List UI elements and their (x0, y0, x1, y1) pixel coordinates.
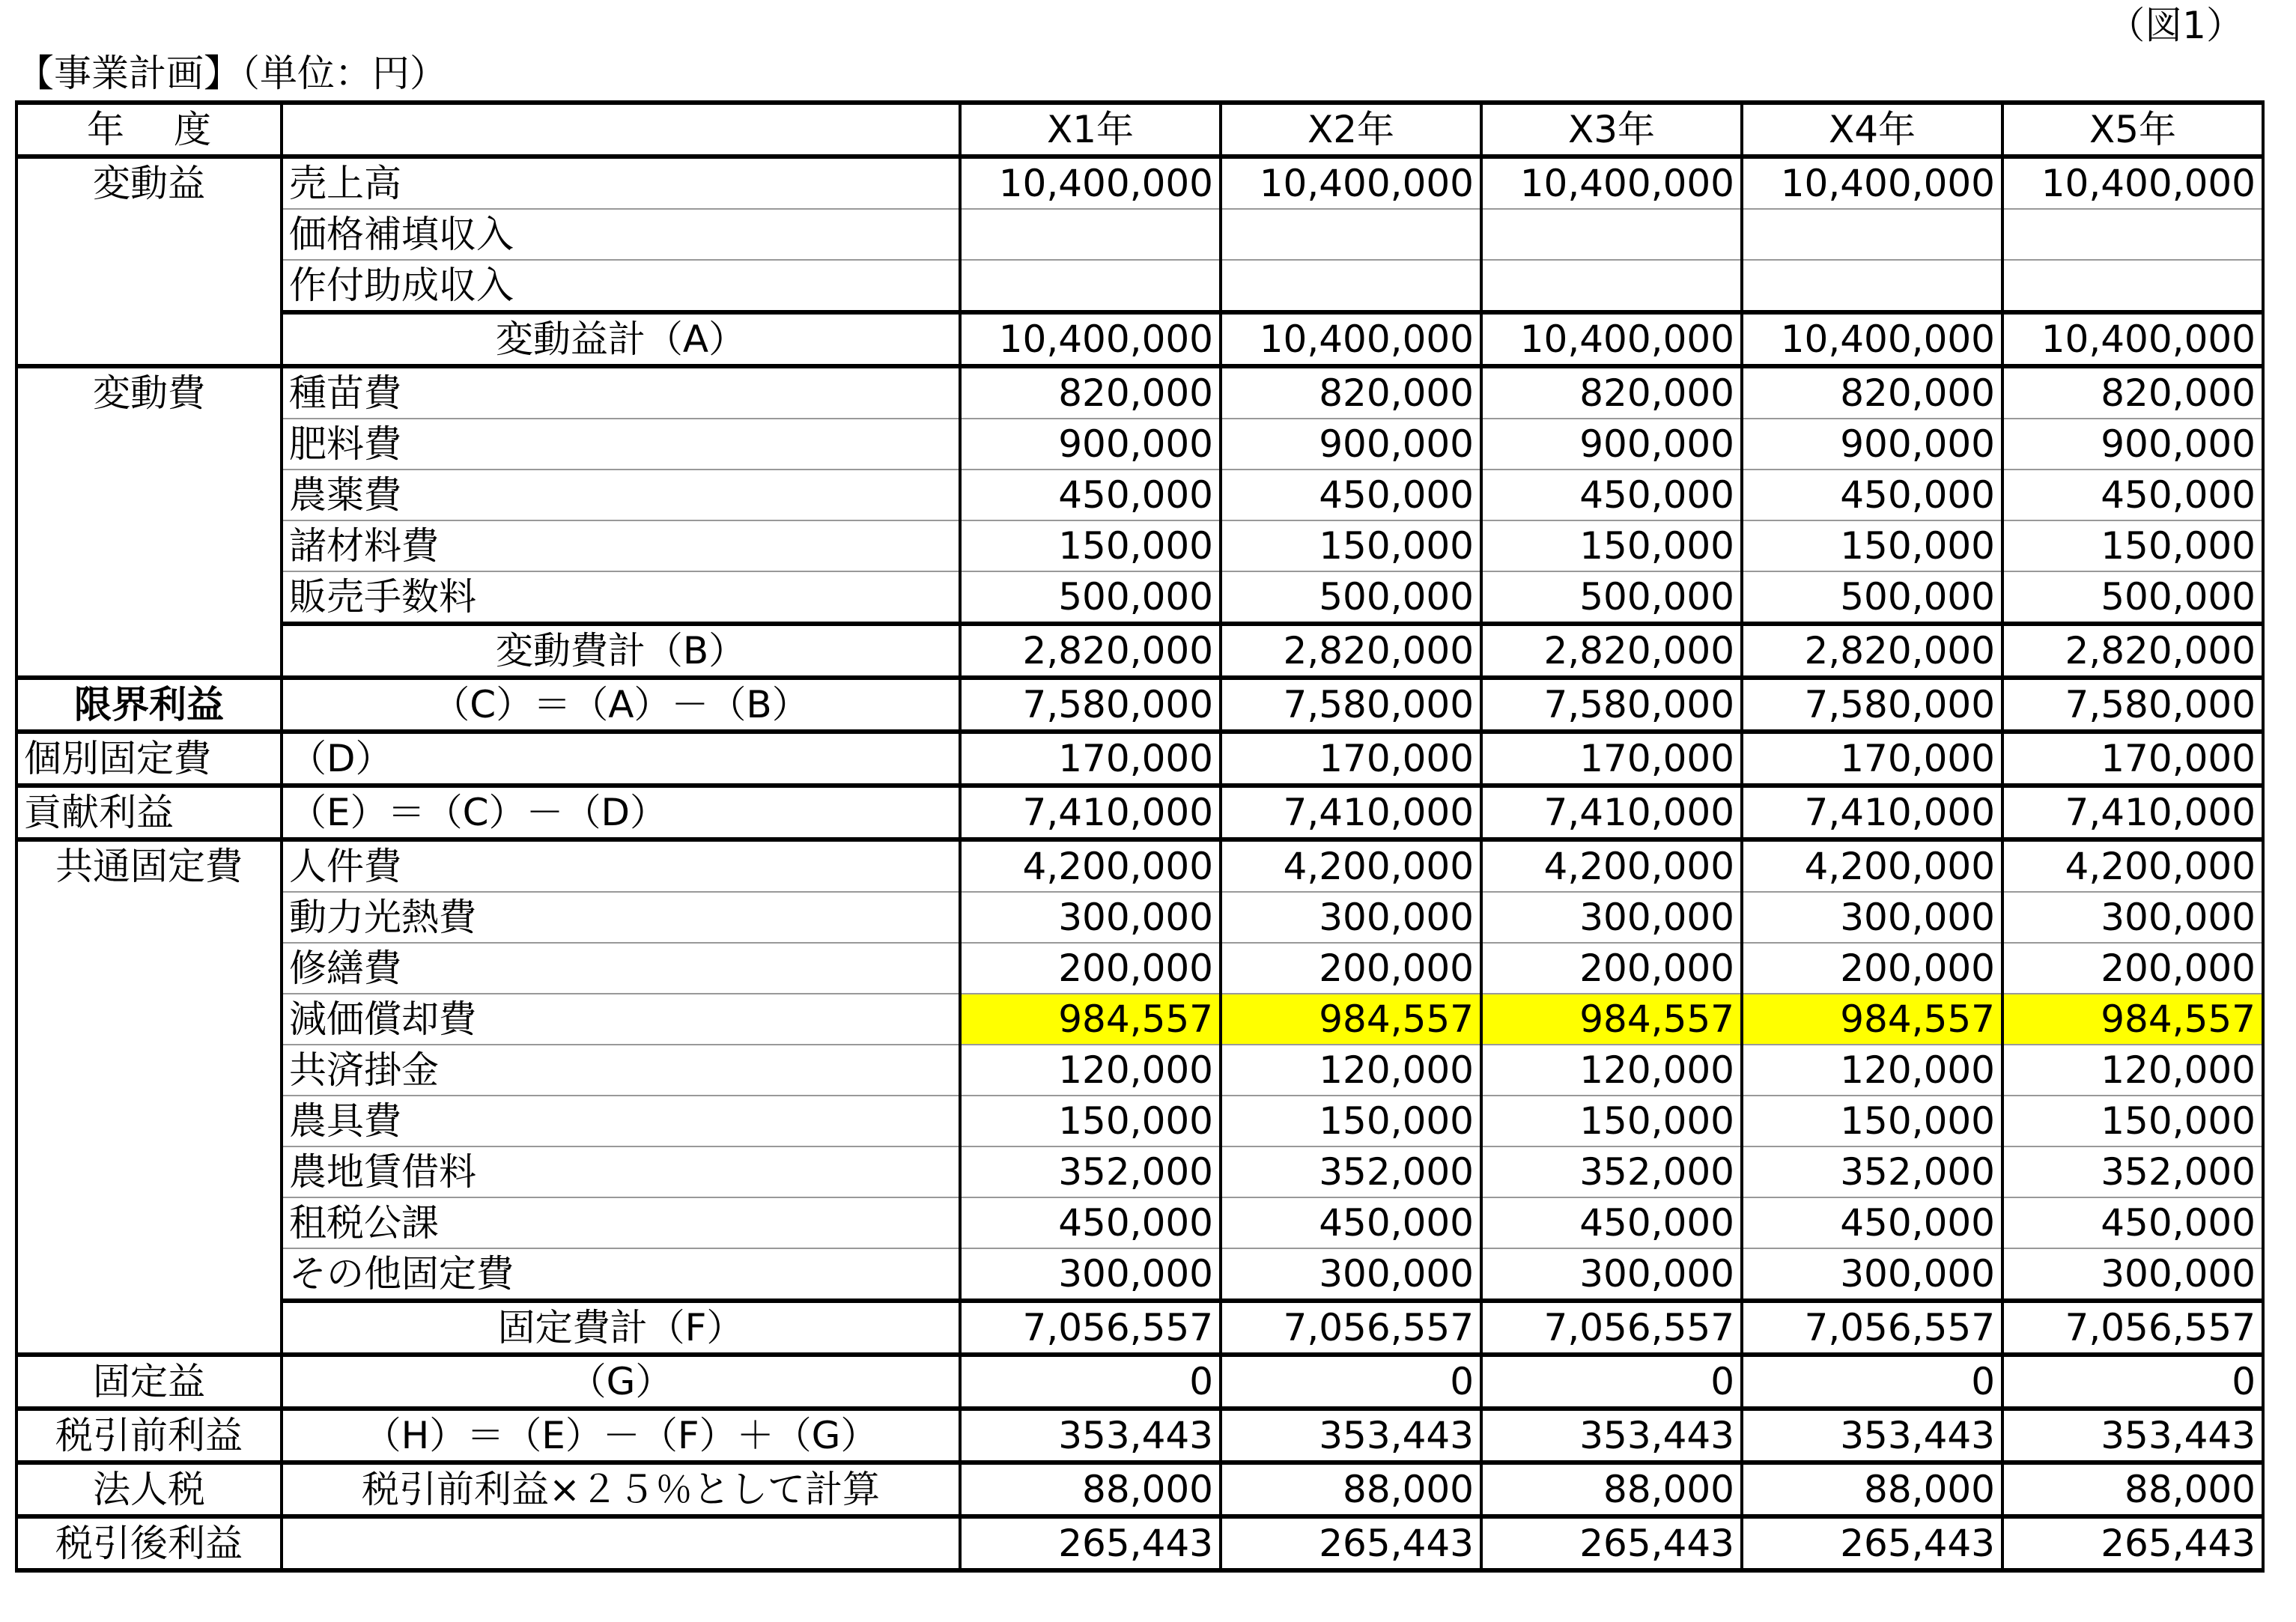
value-cell: 200,000 (2002, 943, 2263, 994)
value-cell: 7,580,000 (1221, 678, 1481, 732)
value-cell: 150,000 (2002, 520, 2263, 571)
value-cell: 300,000 (1742, 1248, 2002, 1301)
item-header (282, 103, 960, 157)
subtotal-row (16, 624, 2263, 678)
row-label: （E）＝（C）－（D） (282, 786, 960, 839)
value-cell: 120,000 (2002, 1045, 2263, 1096)
value-cell (1481, 260, 1742, 312)
value-cell: 170,000 (1481, 732, 1742, 786)
value-cell: 2,820,000 (1481, 624, 1742, 678)
value-cell: 10,400,000 (1481, 312, 1742, 366)
value-cell: 200,000 (1742, 943, 2002, 994)
row-label: 税引前利益×２５％として計算 (282, 1462, 960, 1516)
value-cell: 500,000 (1742, 571, 2002, 624)
value-cell: 900,000 (960, 419, 1221, 470)
row-label: 肥料費 (282, 419, 960, 470)
value-cell: 820,000 (1742, 366, 2002, 419)
row-label: （C）＝（A）－（B） (282, 678, 960, 732)
table-row (16, 892, 2263, 943)
row-label: 動力光熱費 (282, 892, 960, 943)
value-cell: 10,400,000 (1221, 157, 1481, 209)
value-cell: 265,443 (1221, 1516, 1481, 1570)
value-cell: 300,000 (1221, 1248, 1481, 1301)
value-cell: 450,000 (1742, 470, 2002, 520)
value-cell: 265,443 (1481, 1516, 1742, 1570)
year-x5: X5年 (2002, 103, 2263, 157)
value-cell: 450,000 (960, 1197, 1221, 1248)
value-cell: 352,000 (2002, 1146, 2263, 1197)
value-cell: 150,000 (960, 520, 1221, 571)
value-cell: 88,000 (1221, 1462, 1481, 1516)
value-cell: 300,000 (1481, 892, 1742, 943)
value-cell: 10,400,000 (1742, 312, 2002, 366)
row-label: 共済掛金 (282, 1045, 960, 1096)
value-cell: 0 (2002, 1355, 2263, 1409)
row-label: 農薬費 (282, 470, 960, 520)
year-header: 年 度 (16, 103, 282, 157)
value-cell: 820,000 (1481, 366, 1742, 419)
value-cell: 300,000 (1481, 1248, 1742, 1301)
highlighted-value-cell: 984,557 (960, 994, 1221, 1045)
value-cell: 150,000 (1221, 1096, 1481, 1146)
value-cell: 2,820,000 (2002, 624, 2263, 678)
row-label: 人件費 (282, 839, 960, 892)
value-cell: 10,400,000 (1742, 157, 2002, 209)
value-cell: 300,000 (1742, 892, 2002, 943)
row-label: （H）＝（E）－（F）＋（G） (282, 1409, 960, 1462)
value-cell: 7,580,000 (2002, 678, 2263, 732)
highlighted-value-cell: 984,557 (1742, 994, 2002, 1045)
value-cell: 900,000 (1742, 419, 2002, 470)
value-cell: 88,000 (1481, 1462, 1742, 1516)
value-cell: 120,000 (1481, 1045, 1742, 1096)
value-cell: 352,000 (960, 1146, 1221, 1197)
row-label: 種苗費 (282, 366, 960, 419)
table-row (16, 943, 2263, 994)
row-label: （G） (282, 1355, 960, 1409)
value-cell (1221, 260, 1481, 312)
table-row (16, 839, 2263, 892)
value-cell: 500,000 (1481, 571, 1742, 624)
row-label: 売上高 (282, 157, 960, 209)
subtotal-row (16, 1301, 2263, 1355)
value-cell: 450,000 (1481, 470, 1742, 520)
row-label: 修繕費 (282, 943, 960, 994)
value-cell: 88,000 (1742, 1462, 2002, 1516)
value-cell: 450,000 (1481, 1197, 1742, 1248)
value-cell: 0 (960, 1355, 1221, 1409)
value-cell: 500,000 (2002, 571, 2263, 624)
value-cell: 7,056,557 (2002, 1301, 2263, 1355)
value-cell: 150,000 (1742, 520, 2002, 571)
value-cell: 900,000 (1481, 419, 1742, 470)
row-label: 変動益計（A） (282, 312, 960, 366)
row-label: 租税公課 (282, 1197, 960, 1248)
value-cell (2002, 260, 2263, 312)
category-individual-fixed-cost: 個別固定費 (16, 732, 282, 786)
header-row (16, 103, 2263, 157)
category-variable-cost: 変動費 (16, 366, 282, 678)
value-cell: 500,000 (1221, 571, 1481, 624)
highlighted-value-cell: 984,557 (2002, 994, 2263, 1045)
table-row (16, 1146, 2263, 1197)
value-cell: 150,000 (960, 1096, 1221, 1146)
value-cell: 2,820,000 (960, 624, 1221, 678)
highlighted-value-cell: 984,557 (1481, 994, 1742, 1045)
table-row (16, 1462, 2263, 1516)
value-cell: 7,580,000 (960, 678, 1221, 732)
table-row (16, 1355, 2263, 1409)
value-cell: 500,000 (960, 571, 1221, 624)
row-label: 変動費計（B） (282, 624, 960, 678)
value-cell: 300,000 (2002, 1248, 2263, 1301)
value-cell: 450,000 (960, 470, 1221, 520)
value-cell: 10,400,000 (2002, 312, 2263, 366)
table-row-highlighted (16, 994, 2263, 1045)
value-cell: 150,000 (1221, 520, 1481, 571)
table-row (16, 1409, 2263, 1462)
row-label: 販売手数料 (282, 571, 960, 624)
value-cell: 7,056,557 (1481, 1301, 1742, 1355)
value-cell: 900,000 (1221, 419, 1481, 470)
value-cell: 7,580,000 (1481, 678, 1742, 732)
value-cell: 200,000 (1221, 943, 1481, 994)
table-row (16, 678, 2263, 732)
table-row (16, 209, 2263, 260)
row-label: 作付助成収入 (282, 260, 960, 312)
value-cell: 353,443 (960, 1409, 1221, 1462)
value-cell: 352,000 (1742, 1146, 2002, 1197)
category-fixed-revenue: 固定益 (16, 1355, 282, 1409)
table-title: 【事業計画】（単位：円） (16, 52, 447, 95)
year-x4: X4年 (1742, 103, 2002, 157)
row-label: 固定費計（F） (282, 1301, 960, 1355)
value-cell: 4,200,000 (2002, 839, 2263, 892)
value-cell: 353,443 (1742, 1409, 2002, 1462)
value-cell: 7,410,000 (960, 786, 1221, 839)
value-cell: 353,443 (1481, 1409, 1742, 1462)
value-cell: 120,000 (1221, 1045, 1481, 1096)
table-row (16, 732, 2263, 786)
value-cell: 88,000 (960, 1462, 1221, 1516)
value-cell: 88,000 (2002, 1462, 2263, 1516)
table-row (16, 786, 2263, 839)
table-row (16, 157, 2263, 209)
value-cell: 7,056,557 (1742, 1301, 2002, 1355)
value-cell: 170,000 (1221, 732, 1481, 786)
value-cell: 7,056,557 (1221, 1301, 1481, 1355)
value-cell: 0 (1221, 1355, 1481, 1409)
value-cell (960, 209, 1221, 260)
value-cell: 150,000 (2002, 1096, 2263, 1146)
value-cell (960, 260, 1221, 312)
value-cell: 300,000 (1221, 892, 1481, 943)
table-row (16, 1248, 2263, 1301)
table-row (16, 470, 2263, 520)
value-cell: 450,000 (1221, 1197, 1481, 1248)
table-row (16, 1197, 2263, 1248)
row-label: 価格補填収入 (282, 209, 960, 260)
value-cell: 10,400,000 (960, 157, 1221, 209)
table-row (16, 571, 2263, 624)
value-cell: 0 (1742, 1355, 2002, 1409)
value-cell: 200,000 (1481, 943, 1742, 994)
row-label: 諸材料費 (282, 520, 960, 571)
category-variable-revenue: 変動益 (16, 157, 282, 366)
value-cell: 265,443 (960, 1516, 1221, 1570)
value-cell: 2,820,000 (1742, 624, 2002, 678)
value-cell: 4,200,000 (1481, 839, 1742, 892)
value-cell: 7,410,000 (2002, 786, 2263, 839)
value-cell: 200,000 (960, 943, 1221, 994)
value-cell (2002, 209, 2263, 260)
value-cell: 450,000 (1221, 470, 1481, 520)
table-row (16, 520, 2263, 571)
value-cell: 820,000 (2002, 366, 2263, 419)
value-cell: 820,000 (1221, 366, 1481, 419)
row-label: 減価償却費 (282, 994, 960, 1045)
value-cell: 150,000 (1481, 1096, 1742, 1146)
value-cell: 150,000 (1481, 520, 1742, 571)
value-cell: 7,580,000 (1742, 678, 2002, 732)
highlighted-value-cell: 984,557 (1221, 994, 1481, 1045)
value-cell: 300,000 (960, 892, 1221, 943)
category-common-fixed-cost: 共通固定費 (16, 839, 282, 1355)
value-cell: 7,410,000 (1221, 786, 1481, 839)
value-cell: 10,400,000 (2002, 157, 2263, 209)
value-cell (1481, 209, 1742, 260)
value-cell: 170,000 (960, 732, 1221, 786)
category-contribution-profit: 貢献利益 (16, 786, 282, 839)
category-pretax-profit: 税引前利益 (16, 1409, 282, 1462)
value-cell: 352,000 (1221, 1146, 1481, 1197)
value-cell: 450,000 (1742, 1197, 2002, 1248)
table-row (16, 1096, 2263, 1146)
row-label: その他固定費 (282, 1248, 960, 1301)
category-corporate-tax: 法人税 (16, 1462, 282, 1516)
row-label: 農具費 (282, 1096, 960, 1146)
year-x2: X2年 (1221, 103, 1481, 157)
value-cell: 0 (1481, 1355, 1742, 1409)
value-cell: 4,200,000 (960, 839, 1221, 892)
value-cell: 2,820,000 (1221, 624, 1481, 678)
value-cell: 450,000 (2002, 1197, 2263, 1248)
value-cell: 170,000 (2002, 732, 2263, 786)
table-row (16, 419, 2263, 470)
figure-label: （図1） (2107, 4, 2244, 47)
value-cell: 352,000 (1481, 1146, 1742, 1197)
value-cell: 120,000 (1742, 1045, 2002, 1096)
value-cell: 450,000 (2002, 470, 2263, 520)
subtotal-row (16, 312, 2263, 366)
table-row (16, 1045, 2263, 1096)
value-cell: 7,410,000 (1742, 786, 2002, 839)
value-cell: 120,000 (960, 1045, 1221, 1096)
value-cell: 10,400,000 (1481, 157, 1742, 209)
value-cell: 300,000 (960, 1248, 1221, 1301)
value-cell (1742, 260, 2002, 312)
value-cell: 7,056,557 (960, 1301, 1221, 1355)
value-cell: 820,000 (960, 366, 1221, 419)
value-cell: 10,400,000 (960, 312, 1221, 366)
year-x1: X1年 (960, 103, 1221, 157)
value-cell: 265,443 (2002, 1516, 2263, 1570)
year-x3: X3年 (1481, 103, 1742, 157)
business-plan-table (15, 100, 2265, 1573)
value-cell: 900,000 (2002, 419, 2263, 470)
value-cell: 170,000 (1742, 732, 2002, 786)
value-cell: 353,443 (2002, 1409, 2263, 1462)
row-label (282, 1516, 960, 1570)
value-cell (1742, 209, 2002, 260)
row-label: （D） (282, 732, 960, 786)
value-cell: 265,443 (1742, 1516, 2002, 1570)
value-cell: 4,200,000 (1742, 839, 2002, 892)
table-row (16, 260, 2263, 312)
category-aftertax-profit: 税引後利益 (16, 1516, 282, 1570)
value-cell: 10,400,000 (1221, 312, 1481, 366)
table-row (16, 366, 2263, 419)
category-marginal-profit: 限界利益 (16, 678, 282, 732)
value-cell: 4,200,000 (1221, 839, 1481, 892)
value-cell: 300,000 (2002, 892, 2263, 943)
table-row (16, 1516, 2263, 1570)
row-label: 農地賃借料 (282, 1146, 960, 1197)
value-cell: 7,410,000 (1481, 786, 1742, 839)
value-cell: 150,000 (1742, 1096, 2002, 1146)
value-cell: 353,443 (1221, 1409, 1481, 1462)
value-cell (1221, 209, 1481, 260)
